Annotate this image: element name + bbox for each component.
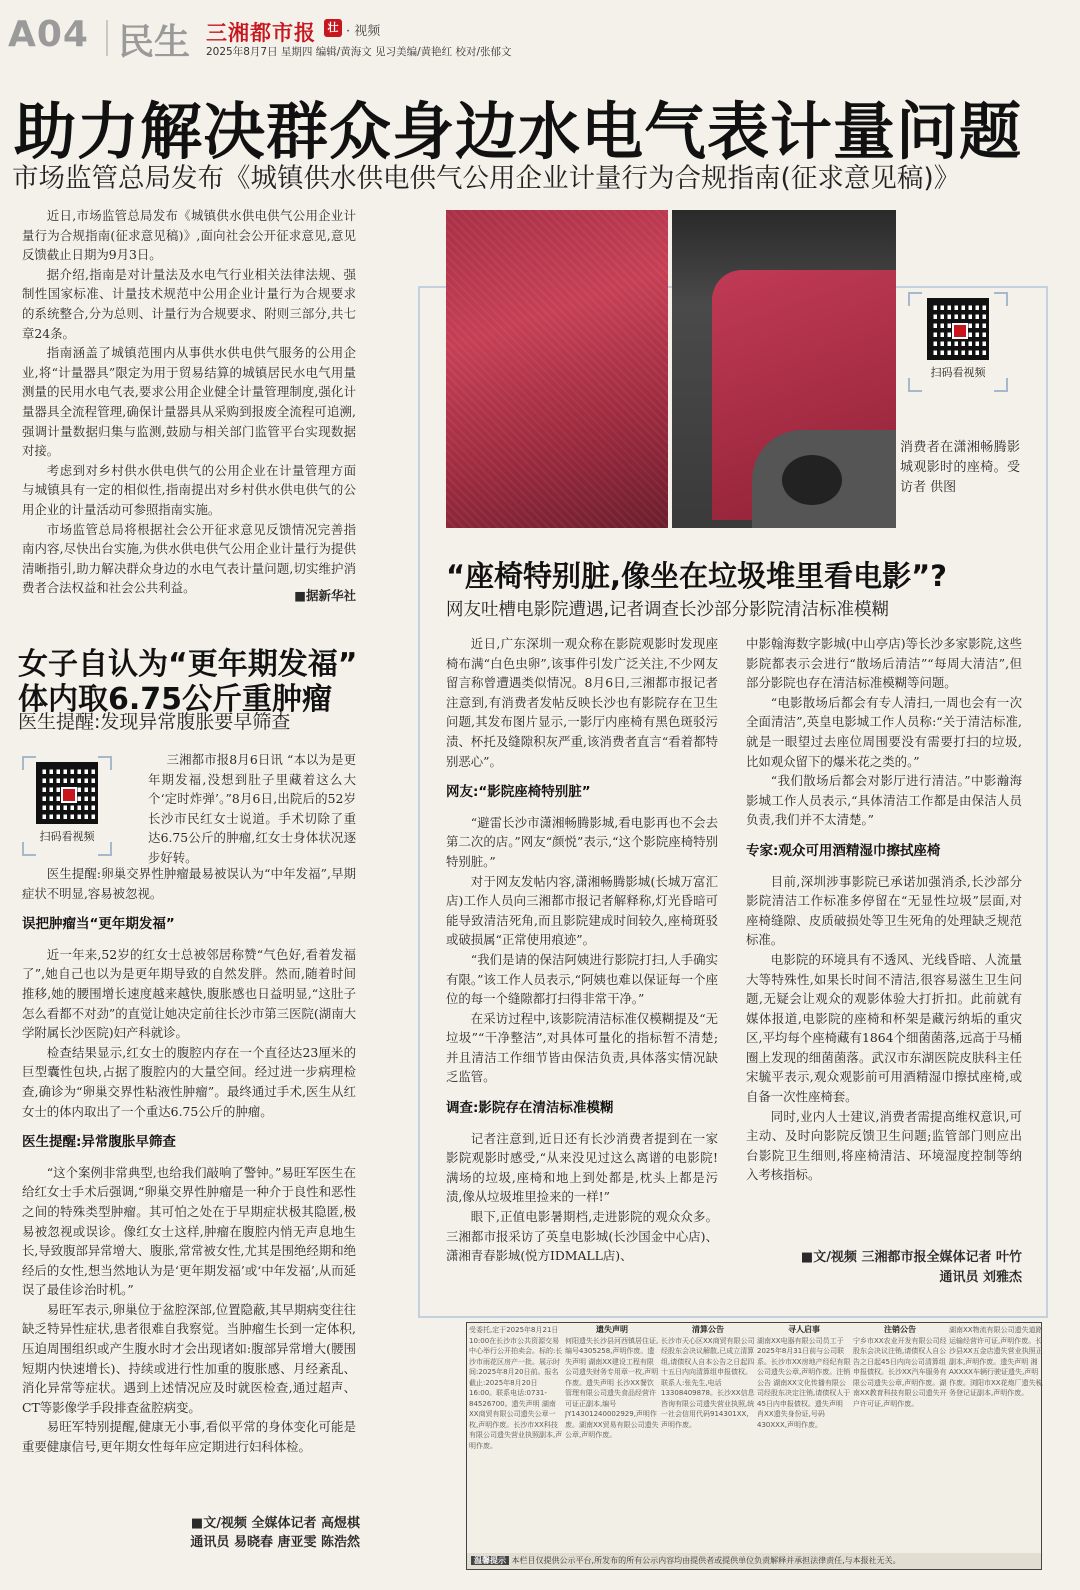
feature-heading: 调查:影院存在清洁标准模糊 [446, 1100, 614, 1117]
lead-paragraph: 据介绍,指南是对计量法及水电气行业相关法律法规、强制性国家标准、计量技术规范中公用企业计量行为合规要求的系统整合,分为总则、计量行为合规要求、附则三部分,共七章24条。 [22, 266, 356, 341]
feature-subtitle: 网友吐槽电影院遭遇,记者调查长沙部分影院清洁标准模糊 [446, 600, 890, 620]
feature-title: “座椅特别脏,像坐在垃圾堆里看电影”? [446, 559, 947, 593]
ad-column [565, 1325, 659, 1553]
story2-heading: 医生提醒:异常腹胀早筛查 [22, 1134, 176, 1151]
qr-corner [994, 292, 1008, 306]
ad-column-text: 湖南XX电器有限公司员工于2025年8月31日前与公司联系。长沙市XX房地产经纪有限公司遗失公章,声明作废。注销公告 湖南XX文化传播有限公司经股东决定注销,请债权人于45日内申报债权。遗失声明 肖XX遗失身份证,号码430XXX,声明作废。 [757, 1336, 851, 1429]
feature-video-qr-code[interactable] [908, 292, 1008, 392]
ad-column [661, 1325, 755, 1553]
ad-column-text: 长沙市天心区XX商贸有限公司经股东会决议解散,已成立清算组,请债权人自本公告之日起四十五日内向清算组申报债权。联系人:张先生,电话13308409878。长沙XX信息咨询有限公司遗失营业执照,统一社会信用代码914301XX,声明作废。 [661, 1336, 755, 1429]
feature-column-2 [746, 634, 1022, 1185]
story2-intro-paragraph: 三湘都市报8月6日讯 “本以为是更年期发福,没想到肚子里藏着这么大个‘定时炸弹’。”8月6日,出院后的52岁长沙市民红女士说道。手术切除了重达6.75公斤的肿瘤,红女士身体状况逐步好转。 [148, 752, 356, 865]
story2-paragraph: 检查结果显示,红女士的腹腔内存在一个直径达23厘米的巨型囊性包块,占据了腹腔内的大量空间。经过进一步病理检查,确诊为“卵巢交界性粘液性肿瘤”。最终通过手术,医生从红女士的体内取出了一个重达6.75公斤的肿瘤。 [22, 1044, 356, 1119]
masthead [6, 6, 1074, 63]
feature-paragraph: “我们散场后都会对影厅进行清洁。”中影瀚海影城工作人员表示,“具体清洁工作都是由保洁人员负责,我们并不太清楚。” [746, 773, 1022, 828]
story2-subtitle: 医生提醒:发现异常腹胀要早筛查 [18, 711, 291, 733]
feature-paragraph: 中影翰海数字影城(中山亭店)等长沙多家影院,这些影院都表示会进行“散场后清洁”“每周大清洁”,但部分影院也存在清洁标准模糊等问题。 [746, 636, 1022, 691]
qr-corner [908, 292, 922, 306]
story2-title-line2: 体内取6.75公斤重肿瘤 [18, 682, 333, 717]
qr-label: 扫码看视频 [930, 366, 986, 379]
qr-code-icon [927, 298, 989, 360]
ad-column-text: 何阳遗失长沙县河西镇居住证,编号4305258,声明作废。遗失声明 湖南XX建设工程有限公司遗失财务专用章一枚,声明作废。遗失声明 长沙XX餐饮管理有限公司遗失食品经营许可证正副本,编号JY14301240002929,声明作废。湖南XX贸易有限公司遗失公章,声明作废。 [565, 1336, 659, 1439]
feature-paragraph: 目前,深圳涉事影院已承诺加强消杀,长沙部分影院清洁工作标准多停留在“无显性垃圾”层面,对座椅缝隙、皮质破损处等卫生死角的处理缺乏规范标准。 [746, 873, 1022, 948]
brand-logo-icon: 壮 [324, 19, 342, 37]
feature-paragraph: 对于网友发帖内容,潇湘畅腾影城(长城万富汇店)工作人员向三湘都市报记者解释称,灯光昏暗可能导致清洁死角,而且影院建成时间较久,座椅斑驳或破损属“正常使用痕迹”。 [446, 873, 718, 948]
lead-source: ■据新华社 [294, 588, 356, 603]
video-qr-code[interactable] [22, 756, 112, 856]
story2-title-line1: 女子自认为“更年期发福” [18, 647, 358, 682]
ad-column-heading: 遗失声明 [596, 1325, 628, 1334]
story2-heading: 误把肿瘤当“更年期发福” [22, 916, 175, 933]
ad-column [757, 1325, 851, 1553]
ads-disclaimer [467, 1553, 1041, 1569]
ad-column-text: 湖南XX物流有限公司遗失道路运输经营许可证,声明作废。长沙县XX五金店遗失营业执照正副本,声明作废。遗失声明 湘AXXXX车辆行驶证遗失,声明作废。浏阳市XX花炮厂遗失税务登记证副本,声明作废。 [949, 1326, 1043, 1397]
brand-name: 三湘都市报 [206, 20, 316, 45]
feature-heading: 网友:“影院座椅特别脏” [446, 784, 591, 801]
photo-caption: 消费者在潇湘畅腾影城观影时的座椅。受访者 供图 [900, 440, 1020, 495]
feature-paragraph: 电影院的环境具有不透风、光线昏暗、人流量大等特殊性,如果长时间不清洁,很容易滋生卫生问题,无疑会让观众的观影体验大打折扣。此前就有媒体报道,电影院的座椅和杯架是藏污纳垢的重灾区,平均每个座椅藏有1864个细菌菌落,远高于马桶圈上发现的细菌菌落。武汉市东湖医院皮肤科主任宋毓平表示,观众观影前可用酒精湿巾擦拭座椅,或自备一次性座椅套。 [746, 951, 1022, 1105]
feature-column-1 [446, 634, 718, 1266]
feature-paragraph: “电影散场后都会有专人清扫,一周也会有一次全面清洁”,英皇电影城工作人员称:“关于清洁标准,就是一眼望过去座位周围要没有需要打扫的垃圾,比如观众留下的爆米花之类的。” [746, 694, 1022, 769]
story2-body [22, 864, 356, 1457]
ads-disclaimer-text: 本栏目仅提供公示平台,所发布的所有公示内容均由提供者或提供单位负责解释并承担法律责任,与本报社无关。 [511, 1556, 901, 1565]
qr-corner [994, 378, 1008, 392]
classified-ads [466, 1322, 1042, 1570]
lead-paragraph: 市场监管总局将根据社会公开征求意见反馈情况完善指南内容,尽快出台实施,为供水供电供气公用企业计量行为提供清晰指引,助力解决群众身边的水电气表计量问题,切实维护消费者合法权益和社会公共利益。 [22, 521, 356, 596]
qr-corner [22, 756, 36, 770]
ad-column [853, 1325, 947, 1553]
feature-paragraph: 在采访过程中,该影院清洁标准仅模糊提及“无垃圾”“干净整洁”,对具体可量化的指标暂不清楚;并且清洁工作细节皆由保洁负责,具体落实情况缺乏监管。 [446, 1010, 718, 1085]
story2-byline [140, 1514, 360, 1552]
ad-column-heading: 清算公告 [692, 1325, 724, 1334]
story2-paragraph: 医生提醒:卵巢交界性肿瘤最易被误认为“中年发福”,早期症状不明显,容易被忽视。 [22, 866, 356, 901]
qr-corner [98, 842, 112, 856]
ad-column [469, 1325, 563, 1553]
cupholder-hole [782, 455, 842, 505]
masthead-divider [106, 20, 108, 56]
feature-byline-correspondent: 通讯员 刘雅杰 [939, 1270, 1022, 1285]
feature-paragraph: 记者注意到,近日还有长沙消费者提到在一家影院观影时感受,“从来没见过这么离谱的电影院!满场的垃圾,座椅和地上到处都是,枕头上都是污渍,像从垃圾堆里捡来的一样!” [446, 1130, 718, 1205]
story2-byline-author: ■文/视频 全媒体记者 高煜棋 [190, 1516, 360, 1531]
qr-corner [98, 756, 112, 770]
feature-paragraph: 眼下,正值电影暑期档,走进影院的观众众多。三湘都市报采访了英皇电影城(长沙国金中心店)、潇湘青春影城(悦方IDMALL店)、 [446, 1209, 718, 1264]
section-name: 民生 [118, 22, 191, 63]
ad-column-heading: 寻人启事 [788, 1325, 820, 1334]
ad-column-text: 宁乡市XX农业开发有限公司经股东会决议注销,请债权人自公告之日起45日内向公司清算组申报债权。长沙XX汽车服务有限公司遗失公章,声明作废。湖南XX教育科技有限公司遗失开户许可证,声明作废。 [853, 1336, 947, 1408]
lead-paragraph: 近日,市场监管总局发布《城镇供水供电供气公用企业计量行为合规指南(征求意见稿)》,面向社会公开征求意见,意见反馈截止日期为9月3日。 [22, 208, 356, 263]
ad-column [949, 1325, 1043, 1553]
lead-paragraph: 指南涵盖了城镇范围内从事供水供电供气服务的公用企业,将“计量器具”限定为用于贸易结算的城镇居民水电气用量测量的民用水电气表,要求公用企业健全计量管理制度,强化计量器具全流程管理,确保计量器具从采购到报废全流程可追溯,强调计量数据归集与监测,鼓励与相关部门监管平台实现数据对接。 [22, 345, 356, 459]
ads-disclaimer-tag: 温馨提示 [471, 1556, 509, 1565]
seat-photo-closeup [446, 210, 668, 528]
story2-intro [148, 750, 356, 868]
qr-label: 扫码看视频 [39, 830, 95, 843]
page-number: A04 [8, 14, 89, 55]
feature-heading: 专家:观众可用酒精湿巾擦拭座椅 [746, 842, 941, 859]
feature-byline [746, 1248, 1022, 1288]
lead-paragraph: 考虑到对乡村供水供电供气的公用企业在计量管理方面与城镇具有一定的相似性,指南提出对乡村供水供电供气的公用企业的计量活动可参照指南实施。 [22, 462, 356, 517]
dateline: 2025年8月7日 星期四 编辑/黄海文 见习美编/黄艳红 校对/张郁文 [206, 46, 512, 58]
feature-paragraph: 近日,广东深圳一观众称在影院观影时发现座椅布满“白色虫卵”,该事件引发广泛关注,不少网友留言称曾遭遇类似情况。8月6日,三湘都市报记者注意到,有消费者发帖反映长沙也有影院存在卫生问题,其发布图片显示,一影厅内座椅有黑色斑驳污渍、杯托及缝隙积灰严重,该消费者直言“看着都特别恶心”。 [446, 636, 718, 769]
lead-subhead: 市场监管总局发布《城镇供水供电供气公用企业计量行为合规指南(征求意见稿)》 [12, 163, 961, 194]
ad-column-text: 受委托,定于2025年8月21日10:00在长沙市公共资源交易中心举行公开拍卖会。标的:长沙市雨花区房产一批。展示时间:2025年8月20日前。报名截止:2025年8月20日16:00。联系电话:0731-84526700。遗失声明 湖南XX商贸有限公司遗失公章一枚,声明作废。长沙市XX科技有限公司遗失营业执照副本,声明作废。 [469, 1326, 563, 1450]
story2-paragraph: 易旺军特别提醒,健康无小事,看似平常的身体变化可能是重要健康信号,更年期女性每年应定期进行妇科体检。 [22, 1419, 356, 1455]
lead-headline: 助力解决群众身边水电气表计量问题 [14, 95, 1023, 168]
feature-paragraph: 同时,业内人士建议,消费者需提高维权意识,可主动、及时向影院反馈卫生问题;监管部门则应出台影院卫生细则,将座椅清洁、环境湿度控制等纳入考核指标。 [746, 1108, 1022, 1183]
story2-byline-correspondents: 通讯员 易晓春 唐亚雯 陈浩然 [190, 1535, 360, 1550]
qr-corner [22, 842, 36, 856]
qr-code-icon [36, 762, 98, 824]
seat-photo-cupholder [672, 210, 896, 528]
feature-paragraph: “避雷长沙市潇湘畅腾影城,看电影再也不会去第二次的店。”网友“颜悦”表示,“这个影院座椅特别特别脏。” [446, 814, 718, 869]
feature-paragraph: “我们是请的保洁阿姨进行影院打扫,人手确实有限。”该工作人员表示,“阿姨也难以保证每一个座位的每一个缝隙都打扫得非常干净。” [446, 951, 718, 1007]
story2-paragraph: 近一年来,52岁的红女士总被邻居称赞“气色好,看着发福了”,她自己也以为是更年期导致的自然发胖。然而,随着时间推移,她的腰围增长速度越来越快,腹胀感也日益明显,“这肚子怎么看都不对劲”的直觉让她决定前往长沙市第三医院(湖南大学附属长沙医院)妇产科就诊。 [22, 946, 356, 1041]
story2-paragraph: 易旺军表示,卵巢位于盆腔深部,位置隐蔽,其早期病变往往缺乏特异性症状,患者很难自我察觉。当肿瘤生长到一定体积,压迫周围组织或产生腹水时才会出现诸如:腹部异常增大(腰围短期内快速增长)、持续或进行性加重的腹胀感、月经紊乱、消化异常等症状。遇到上述情况应及时就医检查,通过超声、CT等影像学手段排查盆腔病变。 [22, 1301, 356, 1415]
lead-body [22, 206, 356, 598]
qr-corner [908, 378, 922, 392]
brand-video-label: · 视频 [346, 24, 381, 39]
story2-paragraph: “这个案例非常典型,也给我们敲响了警钟。”易旺军医生在给红女士手术后强调,“卵巢交界性肿瘤是一种介于良性和恶性之间的特殊类型肿瘤。其可怕之处在于早期症状极其隐匿,极易被忽视或误诊。像红女士这样,肿瘤在腹腔内悄无声息地生长,导致腹部异常增大、腹胀,常常被女性,尤其是围绝经期和绝经后的女性,想当然地认为是‘更年期发福’或‘中年发福’,从而延误了最佳诊治时机。” [22, 1164, 356, 1298]
ad-column-heading: 注销公告 [884, 1325, 916, 1334]
feature-byline-author: ■文/视频 三湘都市报全媒体记者 叶竹 [800, 1250, 1022, 1265]
